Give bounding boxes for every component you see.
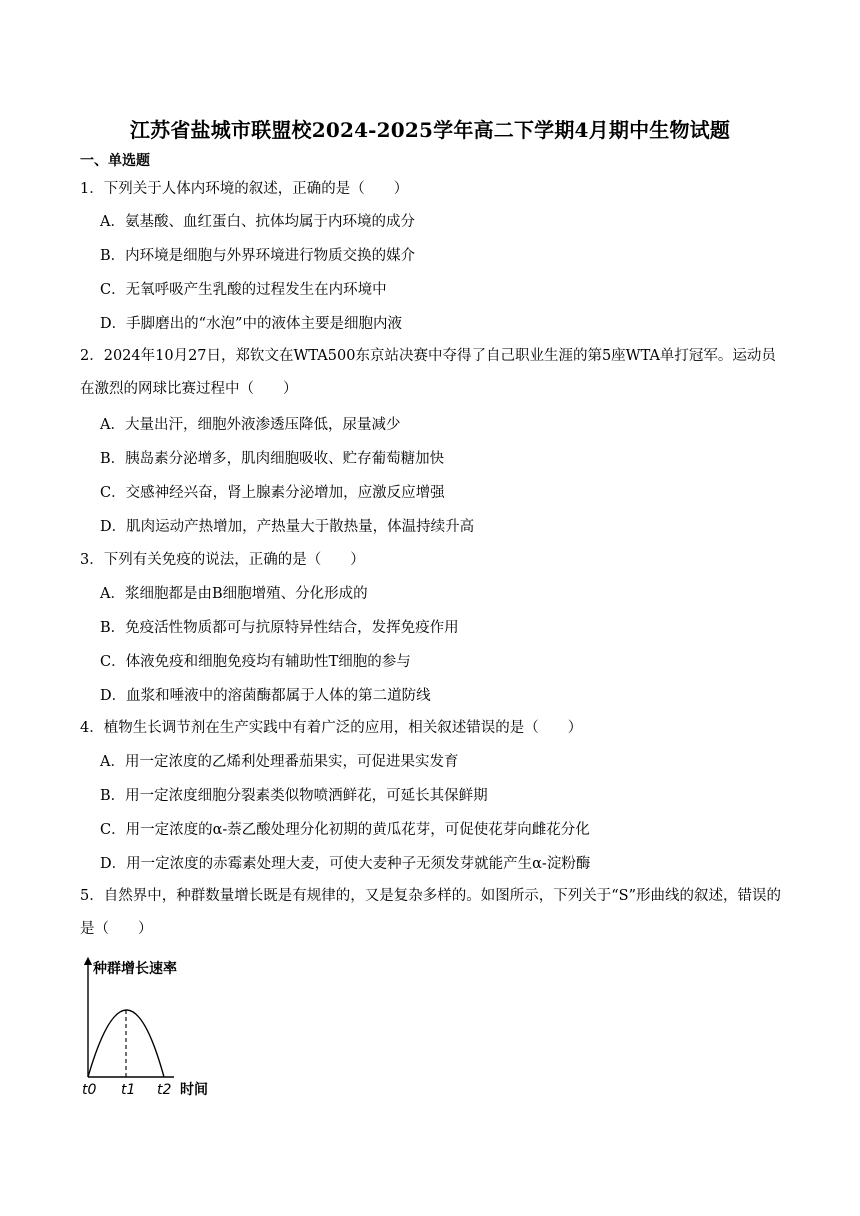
question-2	[80, 340, 785, 406]
option-3b: B．免疫活性物质都可与抗原特异性结合，发挥免疫作用	[100, 620, 459, 636]
section-heading: 一、单选题	[80, 153, 150, 169]
option-2a: A．大量出汗，细胞外液渗透压降低，尿量减少	[100, 417, 401, 433]
option-1a: A．氨基酸、血红蛋白、抗体均属于内环境的成分	[100, 214, 415, 230]
question-3	[80, 544, 785, 577]
option-3d: D．血浆和唾液中的溶菌酶都属于人体的第二道防线	[100, 688, 431, 704]
option-1b: B．内环境是细胞与外界环境进行物质交换的媒介	[100, 248, 416, 264]
option-3c: C．体液免疫和细胞免疫均有辅助性T细胞的参与	[100, 654, 411, 670]
option-3a: A．浆细胞都是由B细胞增殖、分化形成的	[100, 586, 368, 602]
option-4c: C．用一定浓度的α-萘乙酸处理分化初期的黄瓜花芽，可促使花芽向雌花分化	[100, 822, 590, 838]
question-stem: 4．植物生长调节剂在生产实践中有着广泛的应用，相关叙述错误的是（ ）	[80, 720, 583, 736]
tick-t1: t1	[121, 1082, 136, 1098]
growth-rate-figure	[74, 955, 224, 1100]
option-1c: C．无氧呼吸产生乳酸的过程发生在内环境中	[100, 282, 387, 298]
tick-t2: t2	[157, 1082, 172, 1098]
question-1	[80, 173, 785, 206]
option-4b: B．用一定浓度细胞分裂素类似物喷洒鲜花，可延长其保鲜期	[100, 788, 488, 804]
option-2b: B．胰岛素分泌增多，肌肉细胞吸收、贮存葡萄糖加快	[100, 451, 445, 467]
question-stem: 1．下列关于人体内环境的叙述，正确的是（ ）	[80, 181, 409, 197]
x-axis-label: 时间	[180, 1082, 208, 1098]
document-title: 江苏省盐城市联盟校2024-2025学年高二下学期4月期中生物试题	[129, 118, 731, 142]
question-stem: 3．下列有关免疫的说法，正确的是（ ）	[80, 552, 365, 568]
option-4d: D．用一定浓度的赤霉素处理大麦，可使大麦种子无须发芽就能产生α-淀粉酶	[100, 856, 591, 872]
option-4a: A．用一定浓度的乙烯利处理番茄果实，可促进果实发育	[100, 754, 459, 770]
y-axis-label: 种群增长速率	[93, 961, 177, 977]
question-stem: 2．2024年10月27日，郑钦文在WTA500东京站决赛中夺得了自己职业生涯的第5座WTA单打冠军。运动员在激烈的网球比赛过程中（ ）	[80, 348, 776, 397]
option-1d: D．手脚磨出的“水泡”中的液体主要是细胞内液	[100, 316, 402, 332]
question-5	[80, 880, 785, 946]
question-stem: 5．自然界中，种群数量增长既是有规律的，又是复杂多样的。如图所示，下列关于“S”形曲线的叙述，错误的是（ ）	[80, 888, 781, 937]
option-2c: C．交感神经兴奋，肾上腺素分泌增加，应激反应增强	[100, 485, 445, 501]
option-2d: D．肌肉运动产热增加，产热量大于散热量，体温持续升高	[100, 519, 475, 535]
question-4	[80, 712, 785, 745]
tick-t0: t0	[82, 1082, 97, 1098]
